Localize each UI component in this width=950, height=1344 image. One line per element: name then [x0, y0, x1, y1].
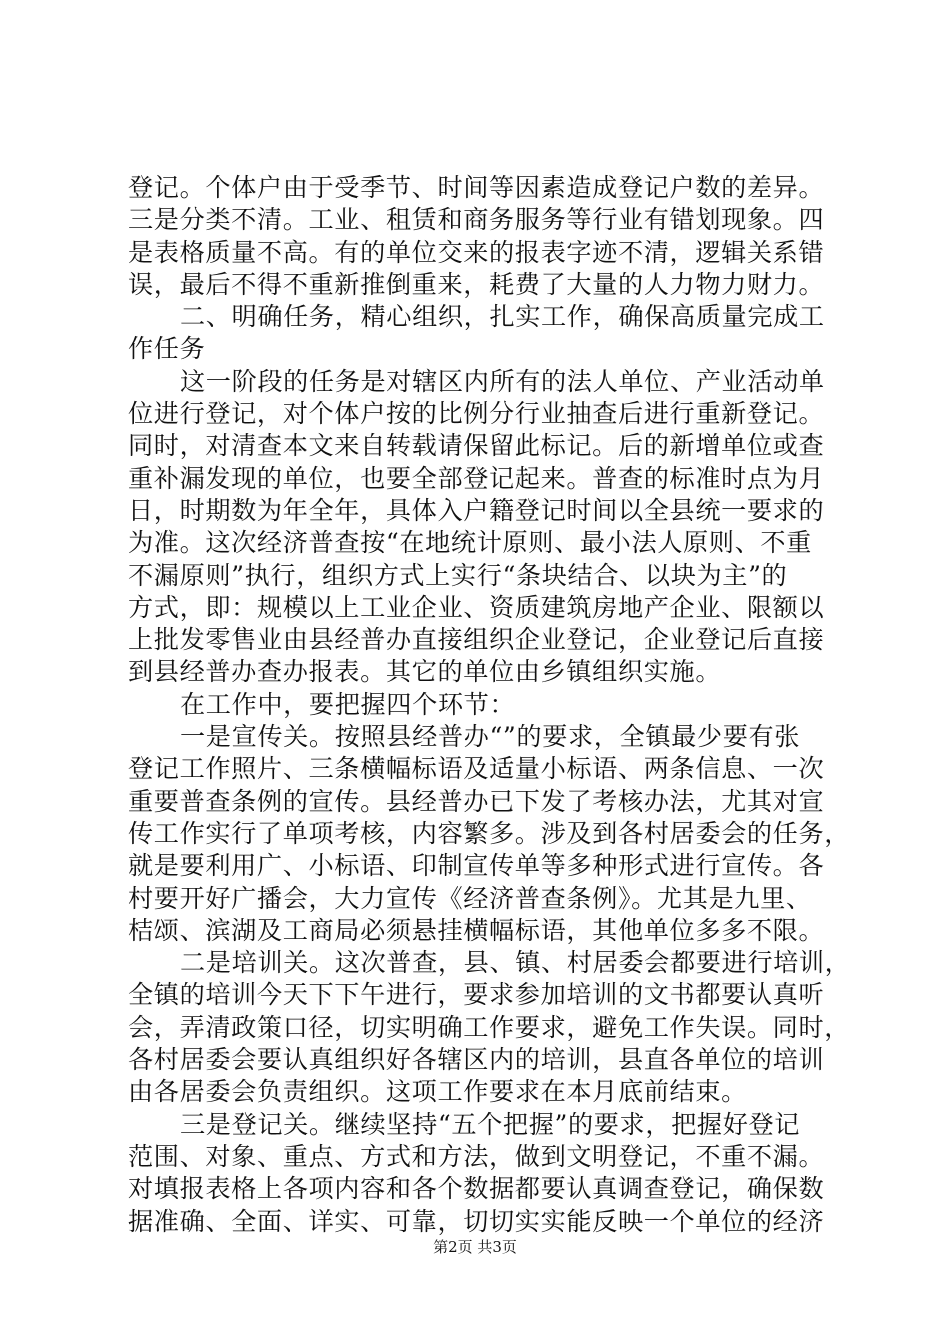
paragraph-start-line: 二是培训关。这次普查，县、镇、村居委会都要进行培训，: [180, 948, 851, 978]
section-heading-line: 作任务: [128, 334, 206, 364]
section-heading-line: 二、明确任务，精心组织，扎实工作，确保高质量完成工: [180, 302, 825, 332]
paragraph-start-line: 在工作中，要把握四个环节：: [180, 689, 516, 719]
text-line: 上批发零售业由县经普办直接组织企业登记，企业登记后直接: [128, 625, 825, 655]
text-line: 方式，即：规模以上工业企业、资质建筑房地产企业、限额以: [128, 592, 825, 622]
paragraph-start-line: 一是宣传关。按照县经普办“”的要求，全镇最少要有张: [180, 722, 801, 752]
text-line: 日，时期数为年全年，具体入户籍登记时间以全县统一要求的: [128, 495, 825, 525]
text-line: 同时，对清查本文来自转载请保留此标记。后的新增单位或查: [128, 431, 825, 461]
text-line: 到县经普办查办报表。其它的单位由乡镇组织实施。: [128, 657, 722, 687]
text-line: 村要开好广播会，大力宣传《经济普查条例》。尤其是九里、: [128, 883, 812, 913]
text-line: 位进行登记，对个体户按的比例分行业抽查后进行重新登记。: [128, 399, 825, 429]
paragraph-start-line: 三是登记关。继续坚持“五个把握”的要求，把握好登记: [180, 1109, 801, 1139]
paragraph-start-line: 这一阶段的任务是对辖区内所有的法人单位、产业活动单: [180, 366, 825, 396]
text-line: 范围、对象、重点、方式和方法，做到文明登记，不重不漏。: [128, 1141, 825, 1171]
text-line: 对填报表格上各项内容和各个数据都要认真调查登记，确保数: [128, 1174, 825, 1204]
text-line: 三是分类不清。工业、租赁和商务服务等行业有错划现象。四: [128, 205, 825, 235]
text-line: 重要普查条例的宣传。县经普办已下发了考核办法，尤其对宣: [128, 786, 825, 816]
text-line: 登记。个体户由于受季节、时间等因素造成登记户数的差异。: [128, 173, 825, 202]
document-body: [128, 172, 851, 1238]
text-line: 误，最后不得不重新推倒重来，耗费了大量的人力物力财力。: [128, 269, 825, 299]
text-line: 由各居委会负责组织。这项工作要求在本月底前结束。: [128, 1077, 747, 1107]
text-line: 桔颂、滨湖及工商局必须悬挂横幅标语，其他单位多多不限。: [128, 915, 825, 945]
text-line: 登记工作照片、三条横幅标语及适量小标语、两条信息、一次: [128, 754, 825, 784]
text-line: 重补漏发现的单位，也要全部登记起来。普查的标准时点为月: [128, 463, 825, 493]
text-line: 各村居委会要认真组织好各辖区内的培训，县直各单位的培训: [128, 1045, 825, 1075]
text-line: 就是要利用广、小标语、印制宣传单等多种形式进行宣传。各: [128, 851, 825, 881]
text-line: 传工作实行了单项考核，内容繁多。涉及到各村居委会的任务，: [128, 818, 851, 848]
text-line: 全镇的培训今天下下午进行，要求参加培训的文书都要认真听: [128, 980, 825, 1010]
text-line: 是表格质量不高。有的单位交来的报表字迹不清，逻辑关系错: [128, 237, 825, 267]
text-line: 为准。这次经济普查按“在地统计原则、最小法人原则、不重: [128, 528, 812, 558]
page-number-footer: 第2页 共3页: [433, 1238, 517, 1256]
text-line: 会，弄清政策口径，切实明确工作要求，避免工作失误。同时，: [128, 1012, 851, 1042]
text-line: 不漏原则”执行，组织方式上实行“条块结合、以块为主”的: [128, 560, 788, 590]
text-line: 据准确、全面、详实、可靠，切切实实能反映一个单位的经济: [128, 1206, 825, 1236]
